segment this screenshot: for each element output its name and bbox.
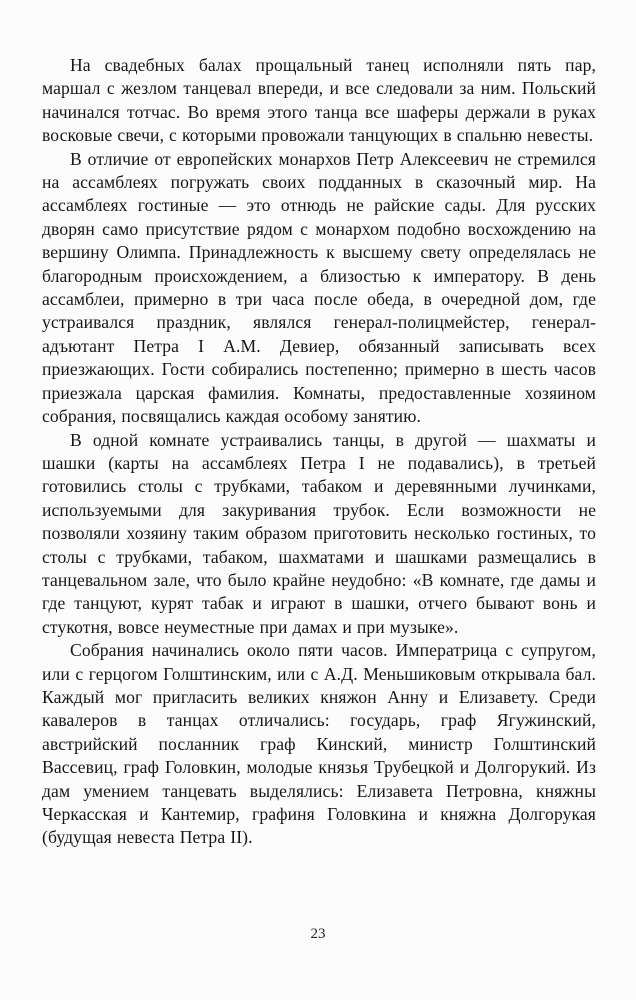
page-text	[42, 54, 596, 850]
paragraph-1: На свадебных балах прощальный танец исполняли пять пар, маршал с жезлом танцевал впереди, и все следовали за ним. Польский начинался тотчас. Во время этого танца все шаферы держали в руках восковые свечи, с которыми провожали танцующих в спальню невесты.	[42, 55, 596, 146]
paragraph-2: В отличие от европейских монархов Петр Алексеевич не стремился на ассамблеях погружать своих подданных в сказочный мир. На ассамблеях гостиные — это отнюдь не райские сады. Для русских дворян само присутствие рядом с монархом подобно восхождению на вершину Олимпа. Принадлежность к высшему свету определялась не благородным происхождением, а близостью к императору. В день ассамблеи, примерно в три часа после обеда, в очередной дом, где устраивался праздник, являлся генерал-полицмейстер, генерал-адъютант Петра I А.М. Девиер, обязанный записывать всех приезжающих. Гости собирались постепенно; примерно в шесть часов приезжала царская фамилия. Комнаты, предоставленные хозяином собрания, посвящались каждая особому занятию.	[42, 148, 596, 427]
page-number: 23	[310, 926, 326, 942]
paragraph-3: В одной комнате устраивались танцы, в другой — шахматы и шашки (карты на ассамблеях Петра I не подавались), в третьей готовились столы с трубками, табаком и деревянными лучинками, используемыми для закуривания трубок. Если возможности не позволяли хозяину таким образом приготовить несколько гостиных, то столы с трубками, табаком, шахматами и шашками размещались в танцевальном зале, что было крайне неудобно: «В комнате, где дамы и где танцуют, курят табак и играют в шашки, отчего бывают вонь и стукотня, вовсе неуместные при дамах и при музыке».	[42, 429, 596, 637]
paragraph-4: Собрания начинались около пяти часов. Императрица с супругом, или с герцогом Голштинским, или с А.Д. Меньшиковым открывала бал. Каждый мог пригласить великих княжон Анну и Елизавету. Среди кавалеров в танцах отличались: государь, граф Ягужинский, австрийский посланник граф Кинский, министр Голштинский Вассевиц, граф Головкин, молодые князья Трубецкой и Долгорукий. Из дам умением танцевать выделялись: Елизавета Петровна, княжны Черкасская и Кантемир, графиня Головкина и княжна Долгорукая (будущая невеста Петра II).	[42, 640, 596, 848]
